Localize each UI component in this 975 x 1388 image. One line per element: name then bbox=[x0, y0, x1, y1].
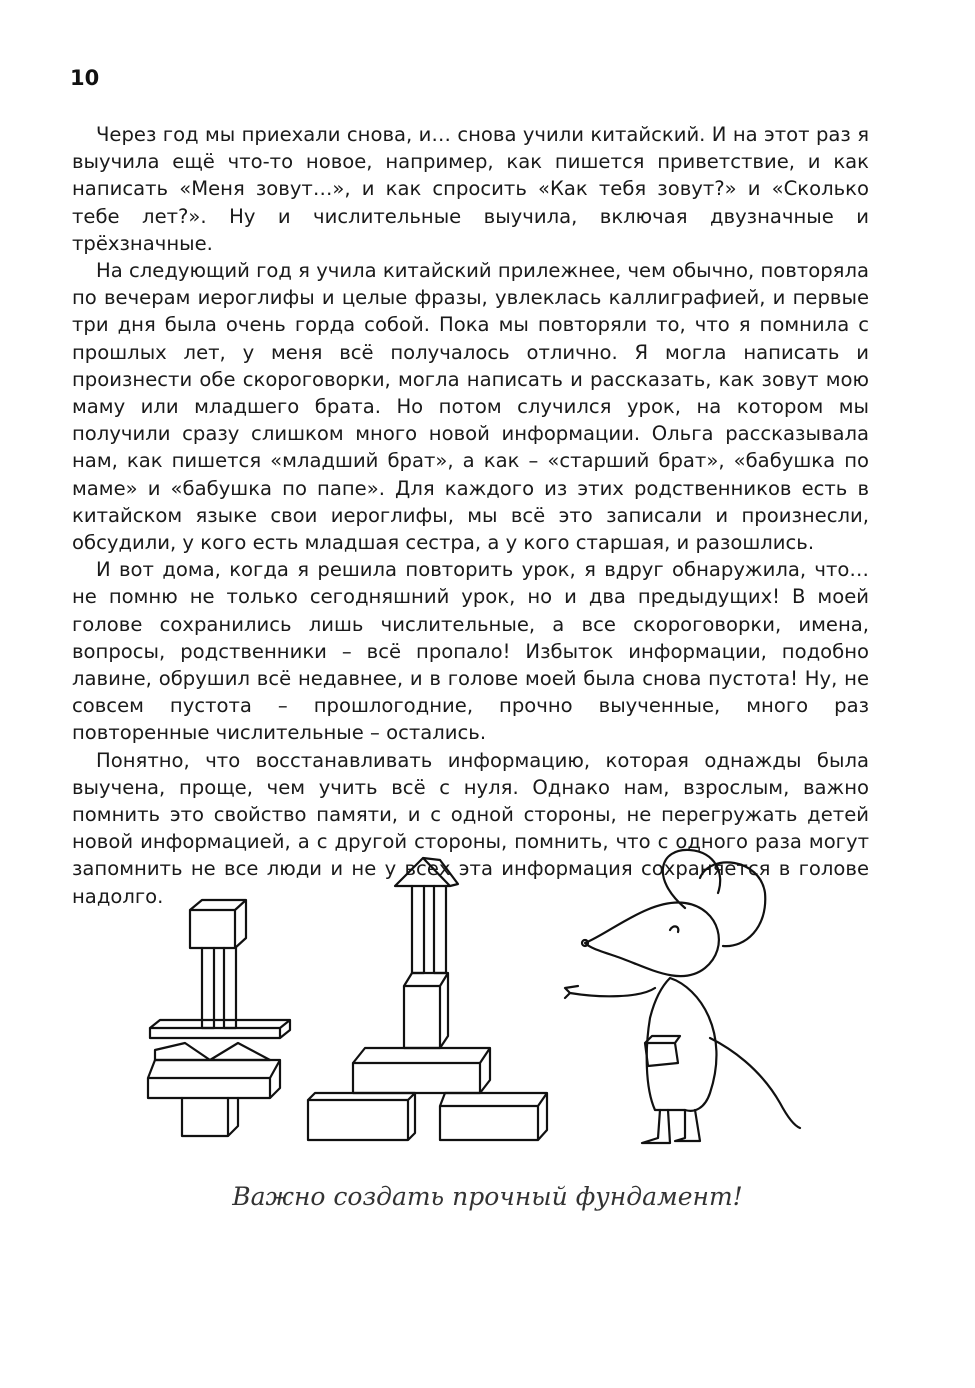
page-number: 10 bbox=[70, 66, 100, 90]
mouse-figure bbox=[565, 850, 800, 1143]
paragraph-1: Через год мы приехали снова, и… снова учили китайский. И на этот раз я выучила ещё что-то новое, например, как пишется приветствие, и как написать «Меня зовут…», и как спросить «Как тебя зовут?» и «Сколько тебе лет?». Ну и числительные выучила, включая двузначные и трёхзначные. bbox=[72, 123, 869, 255]
mouse-with-blocks-drawing bbox=[140, 838, 810, 1158]
middle-block-tower bbox=[308, 858, 547, 1140]
left-block-tower bbox=[148, 900, 290, 1136]
illustration bbox=[140, 838, 810, 1158]
paragraph-3: И вот дома, когда я решила повторить урок, я вдруг обнаружила, что… не помню не только сегодняшний урок, но и два предыдущих! В моей голове сохранились лишь числительные, а все скороговорки, имена, вопросы, родственники – всё пропало! Избыток информации, подобно лавине, обрушил всё недавнее, и в голове моей была снова пустота! Ну, не совсем пустота – прошлогодние, прочно выученные, много раз повторенные числительные – остались. bbox=[72, 558, 869, 745]
paragraph-2: На следующий год я учила китайский прилежнее, чем обычно, повторяла по вечерам иероглифы и целые фразы, увлеклась каллиграфией, и первые три дня была очень горда собой. Пока мы повторяли то, что я помнила с прошлых лет, у меня всё получалось отлично. Я могла написать и произнести обе скороговорки, могла написать и рассказать, как зовут мою маму или младшего брата. Но потом случился урок, на котором мы получили сразу слишком много новой информации. Ольга рассказывала нам, как пишется «младший брат», а как – «старший брат», «бабушка по маме» и «бабушка по папе». Для каждого из этих родственников есть в китайском языке свои иероглифы, мы всё это записали и произнесли, обсудили, у кого есть младшая сестра, а у кого старшая, и разошлись. bbox=[72, 259, 869, 555]
body-text bbox=[72, 121, 869, 910]
paragraph-4: Понятно, что восстанавливать информацию, которая однажды была выучена, проще, чем учить всё с нуля. Однако нам, взрослым, важно помнить это свойство памяти, и с одной стороны, не перегружать детей новой информацией, а с другой стороны, помнить, что с одного раза могут запомнить не все люди и не у всех эта информация сохраняется в голове надолго. bbox=[72, 748, 869, 908]
illustration-caption: Важно создать прочный фундамент! bbox=[232, 1182, 743, 1211]
